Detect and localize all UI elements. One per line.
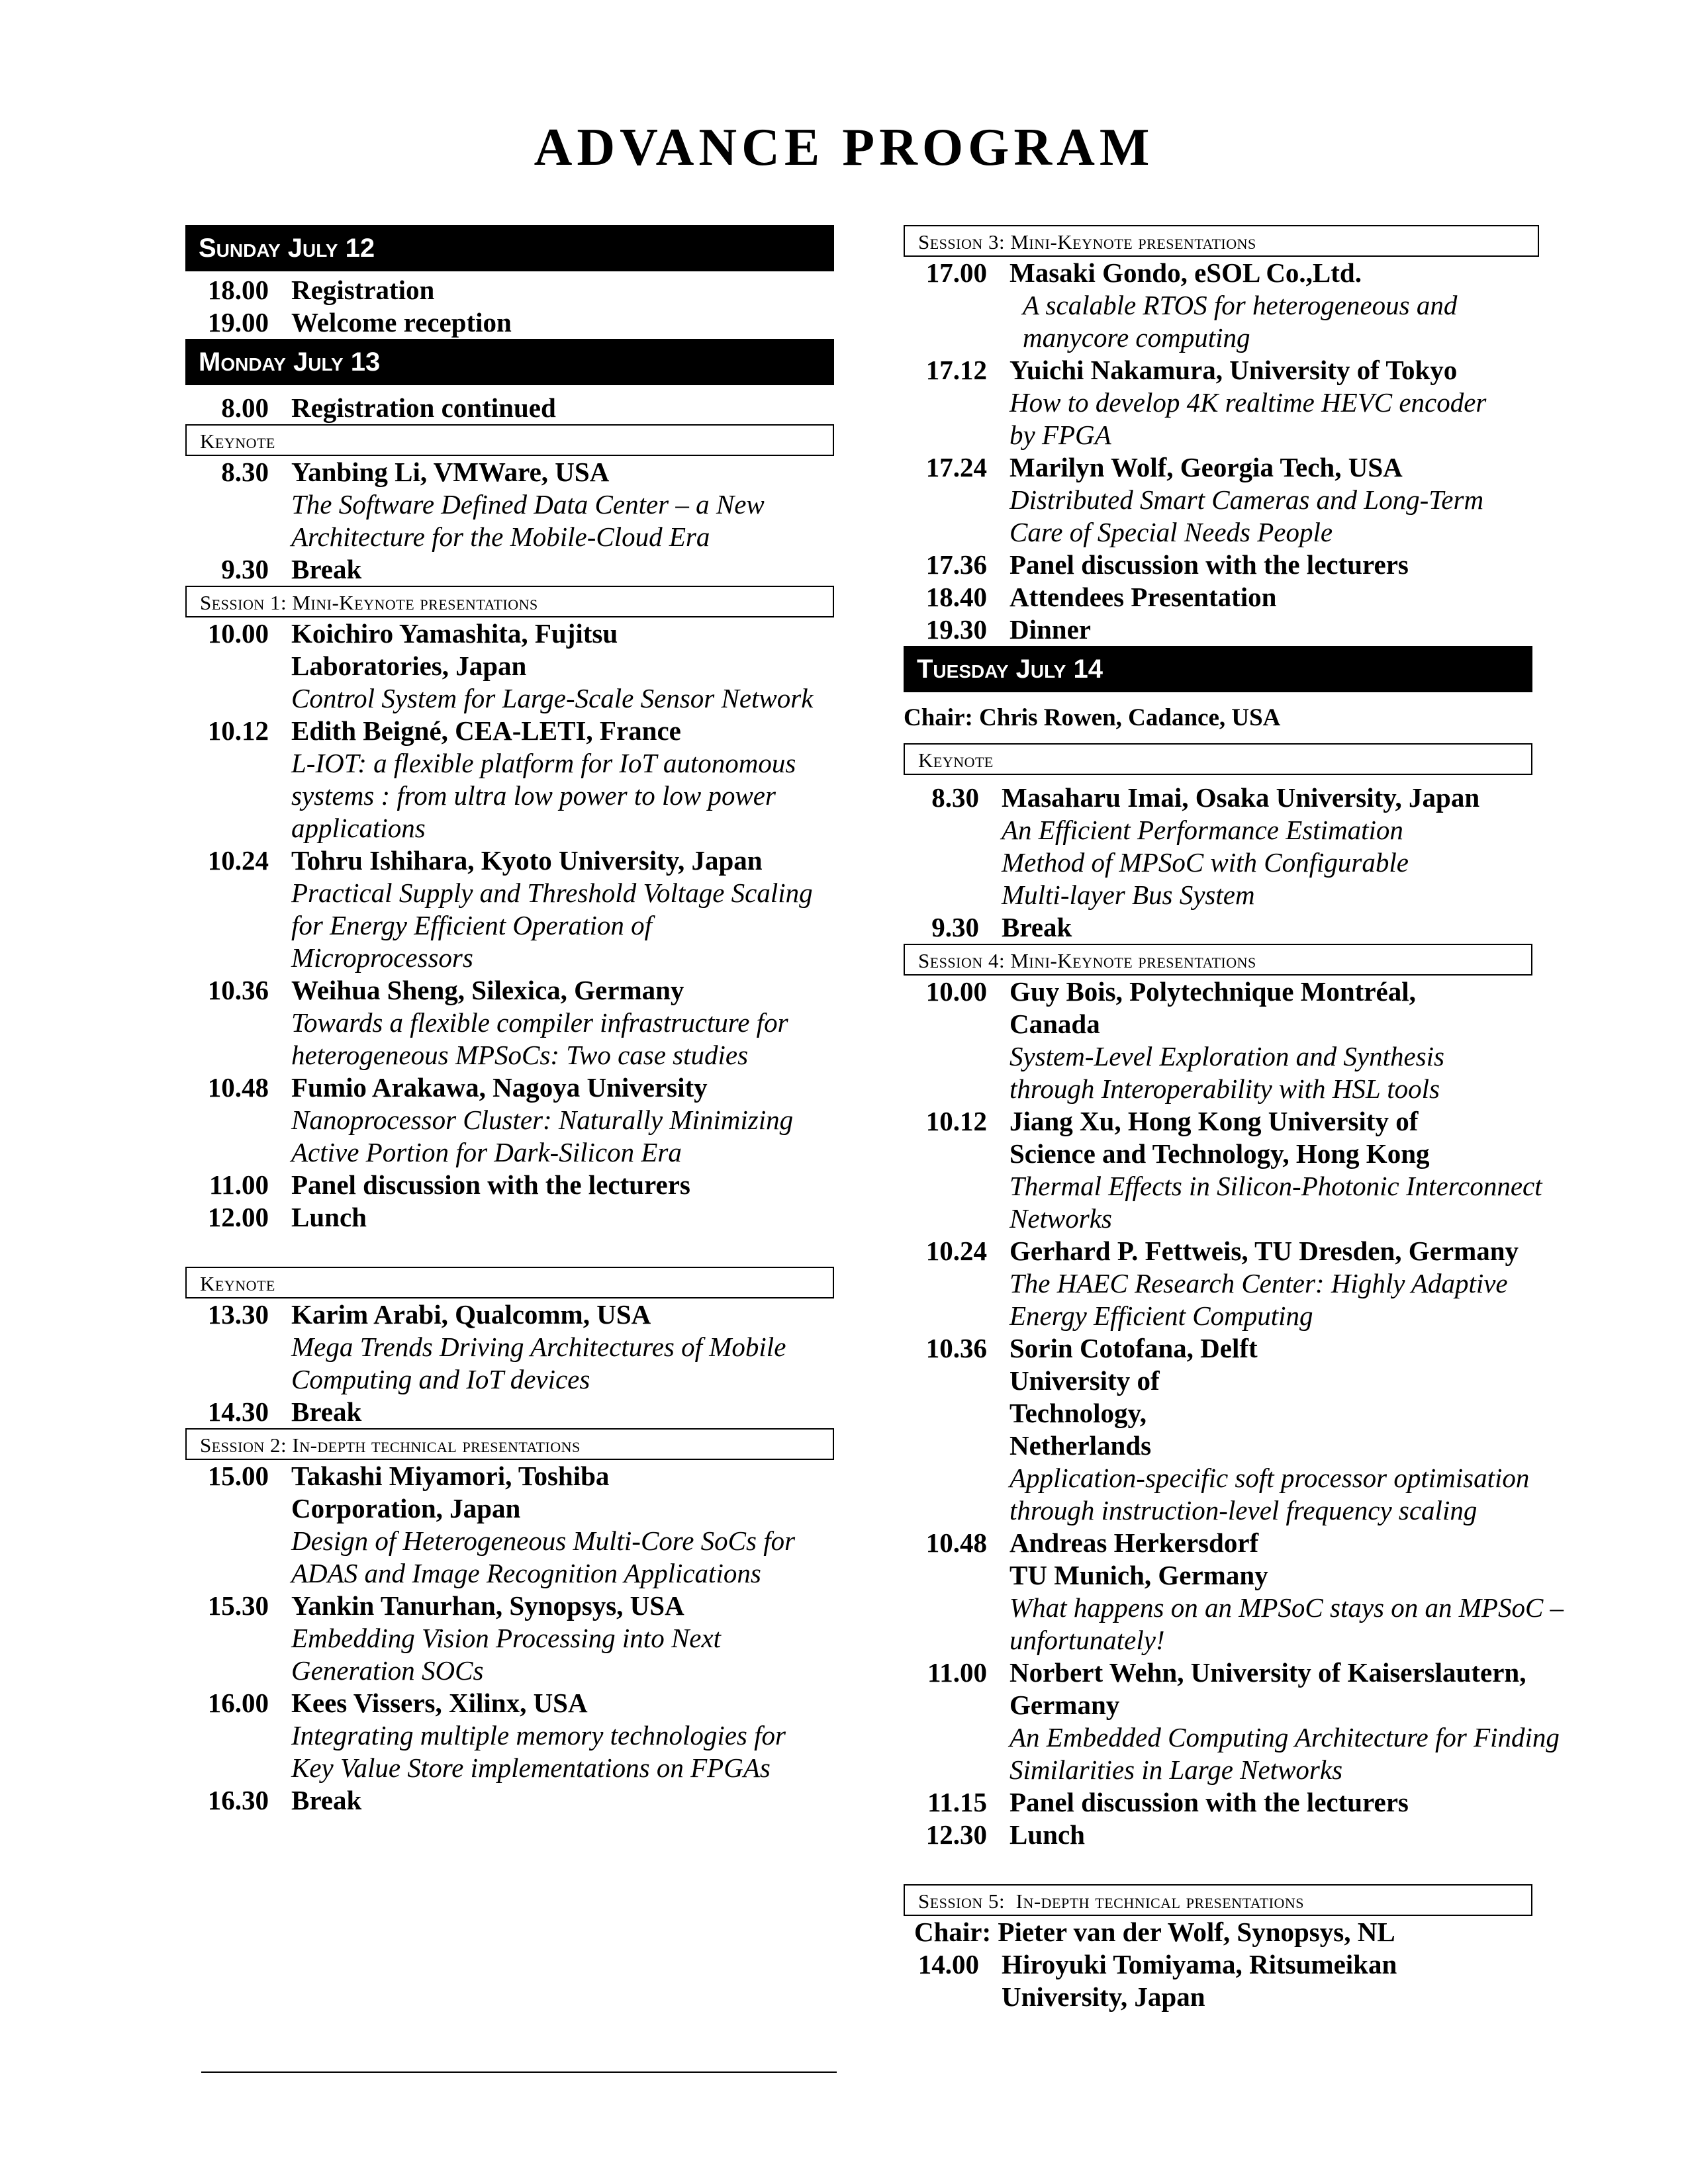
session-header: Session 3: Mini-Keynote presentations <box>904 225 1539 257</box>
speaker: Edith Beigné, CEA-LETI, France <box>291 715 681 746</box>
speaker: Marilyn Wolf, Georgia Tech, USA <box>1009 452 1403 482</box>
time: 16.00 <box>207 1688 269 1718</box>
talk-title: Towards a flexible compiler infrastructure for heterogeneous MPSoCs: Two case studies <box>291 1007 788 1070</box>
schedule-row <box>904 549 1605 581</box>
talk-title: Design of Heterogeneous Multi-Core SoCs for ADAS and Image Recognition Applications <box>291 1525 796 1588</box>
time: 10.12 <box>925 1106 987 1136</box>
time: 8.30 <box>931 782 979 813</box>
talk-entry <box>904 1105 1605 1235</box>
talk-title: A scalable RTOS for heterogeneous and manycore computing <box>1023 290 1458 353</box>
talk-entry <box>185 1687 834 1784</box>
talk-title: The HAEC Research Center: Highly Adaptive Energy Efficient Computing <box>1009 1268 1508 1331</box>
talk-title: System-Level Exploration and Synthesis through Interoperability with HSL tools <box>1009 1041 1445 1104</box>
speaker: Jiang Xu, Hong Kong University of Science and Technology, Hong Kong <box>1009 1106 1430 1169</box>
schedule-row <box>185 553 834 586</box>
speaker: Gerhard P. Fettweis, TU Dresden, Germany <box>1009 1236 1519 1266</box>
right-column <box>904 225 1605 2013</box>
talk-entry <box>185 617 834 715</box>
item-text: Registration <box>291 275 435 305</box>
schedule-row <box>185 1396 834 1428</box>
talk-title: How to develop 4K realtime HEVC encoder by FPGA <box>1009 387 1487 450</box>
item-text: Panel discussion with the lecturers <box>1009 1787 1409 1817</box>
item-text: Welcome reception <box>291 307 512 338</box>
time: 10.24 <box>207 845 269 876</box>
schedule-row <box>185 274 834 306</box>
speaker: Guy Bois, Polytechnique Montréal, Canada <box>1009 976 1416 1039</box>
time: 17.24 <box>925 452 987 482</box>
time: 12.00 <box>207 1202 269 1232</box>
speaker: Fumio Arakawa, Nagoya University <box>291 1072 708 1103</box>
talk-entry <box>185 1298 834 1396</box>
time: 17.00 <box>925 257 987 288</box>
time: 11.00 <box>209 1169 269 1200</box>
item-text: Dinner <box>1009 614 1091 645</box>
speaker: Yankin Tanurhan, Synopsys, USA <box>291 1590 684 1621</box>
talk-entry <box>185 456 834 553</box>
speaker: Yuichi Nakamura, University of Tokyo <box>1009 355 1458 385</box>
talk-entry <box>904 1235 1605 1332</box>
talk-title: The Software Defined Data Center – a New Architecture for the Mobile-Cloud Era <box>291 489 765 552</box>
schedule-row <box>904 581 1605 614</box>
talk-entry <box>904 354 1605 451</box>
speaker: Andreas Herkersdorf TU Munich, Germany <box>1009 1527 1268 1590</box>
item-text: Break <box>291 1785 362 1815</box>
item-text: Break <box>1002 912 1072 942</box>
time: 10.36 <box>925 1333 987 1363</box>
talk-entry <box>904 1948 1605 2013</box>
session-header: Session 2: In-depth technical presentations <box>185 1428 834 1460</box>
talk-entry <box>904 1657 1605 1786</box>
item-text: Lunch <box>291 1202 367 1232</box>
talk-title: An Embedded Computing Architecture for Finding Similarities in Large Networks <box>1009 1722 1560 1785</box>
time: 13.30 <box>207 1299 269 1330</box>
time: 8.30 <box>221 457 269 487</box>
item-text: Panel discussion with the lecturers <box>1009 549 1409 580</box>
time: 9.30 <box>221 554 269 584</box>
session-header: Session 5: In-depth technical presentations <box>904 1884 1532 1916</box>
speaker: Weihua Sheng, Silexica, Germany <box>291 975 684 1005</box>
speaker: Koichiro Yamashita, Fujitsu Laboratories, Japan <box>291 618 618 681</box>
time: 10.00 <box>207 618 269 649</box>
schedule-row <box>185 306 834 339</box>
talk-entry <box>904 257 1605 354</box>
schedule-row <box>904 614 1605 646</box>
time: 10.48 <box>925 1527 987 1558</box>
speaker: Norbert Wehn, University of Kaiserslautern, Germany <box>1009 1657 1526 1720</box>
speaker: Hiroyuki Tomiyama, Ritsumeikan University, Japan <box>1002 1949 1397 2012</box>
time: 10.24 <box>925 1236 987 1266</box>
talk-entry <box>185 1460 834 1590</box>
item-text: Lunch <box>1009 1819 1085 1850</box>
talk-entry <box>904 782 1605 911</box>
speaker: Karim Arabi, Qualcomm, USA <box>291 1299 651 1330</box>
speaker: Masaki Gondo, eSOL Co.,Ltd. <box>1009 257 1362 288</box>
talk-title: Control System for Large-Scale Sensor Network <box>291 683 814 713</box>
time: 11.00 <box>927 1657 987 1688</box>
talk-title: What happens on an MPSoC stays on an MPSoC – unfortunately! <box>1009 1592 1564 1655</box>
speaker: Masaharu Imai, Osaka University, Japan <box>1002 782 1480 813</box>
schedule-row <box>185 1169 834 1201</box>
footer-rule <box>201 2071 837 2073</box>
talk-entry <box>185 974 834 1071</box>
talk-title: Distributed Smart Cameras and Long-Term Care of Special Needs People <box>1009 484 1484 547</box>
talk-title: Thermal Effects in Silicon-Photonic Interconnect Networks <box>1009 1171 1542 1234</box>
time: 9.30 <box>931 912 979 942</box>
time: 10.12 <box>207 715 269 746</box>
schedule-row <box>904 1819 1605 1851</box>
talk-title: An Efficient Performance Estimation Method of MPSoC with Configurable Multi-layer Bus System <box>1002 815 1409 910</box>
item-text: Panel discussion with the lecturers <box>291 1169 690 1200</box>
time: 11.15 <box>927 1787 987 1817</box>
day-heading-tuesday: Tuesday July 14 <box>904 646 1532 692</box>
time: 16.30 <box>207 1785 269 1815</box>
time: 12.30 <box>925 1819 987 1850</box>
keynote-header: Keynote <box>185 424 834 456</box>
item-text: Break <box>291 554 362 584</box>
session-header: Session 4: Mini-Keynote presentations <box>904 944 1532 976</box>
session-header: Session 1: Mini-Keynote presentations <box>185 586 834 617</box>
talk-entry <box>185 1071 834 1169</box>
speaker: Yanbing Li, VMWare, USA <box>291 457 610 487</box>
talk-entry <box>904 1527 1605 1657</box>
talk-title: Nanoprocessor Cluster: Naturally Minimizing Active Portion for Dark-Silicon Era <box>291 1105 794 1167</box>
talk-title: L-IOT: a flexible platform for IoT autonomous systems : from ultra low power to low power applications <box>291 748 796 843</box>
talk-title: Practical Supply and Threshold Voltage Scaling for Energy Efficient Operation of Microprocessors <box>291 878 813 973</box>
keynote-header: Keynote <box>904 743 1532 775</box>
time: 8.00 <box>221 392 269 423</box>
time: 19.00 <box>207 307 269 338</box>
schedule-row <box>185 1784 834 1817</box>
time: 15.30 <box>207 1590 269 1621</box>
schedule-row <box>185 1201 834 1234</box>
time: 10.00 <box>925 976 987 1007</box>
talk-title: Application-specific soft processor optimisation through instruction-level frequency scaling <box>1009 1463 1530 1525</box>
left-column <box>185 225 834 1817</box>
item-text: Registration continued <box>291 392 556 423</box>
time: 14.30 <box>207 1396 269 1427</box>
time: 15.00 <box>207 1461 269 1491</box>
keynote-header: Keynote <box>185 1267 834 1298</box>
time: 17.12 <box>925 355 987 385</box>
talk-title: Integrating multiple memory technologies for Key Value Store implementations on FPGAs <box>291 1720 786 1783</box>
time: 19.30 <box>925 614 987 645</box>
speaker: Tohru Ishihara, Kyoto University, Japan <box>291 845 763 876</box>
time: 18.00 <box>207 275 269 305</box>
talk-entry <box>185 1590 834 1687</box>
time: 17.36 <box>925 549 987 580</box>
speaker: Sorin Cotofana, Delft University of Technology, Netherlands <box>1009 1333 1258 1461</box>
talk-entry <box>185 844 834 974</box>
page-title: ADVANCE PROGRAM <box>534 118 1154 177</box>
chair-line: Chair: Chris Rowen, Cadance, USA <box>904 704 1281 731</box>
item-text: Break <box>291 1396 362 1427</box>
speaker: Takashi Miyamori, Toshiba Corporation, Japan <box>291 1461 610 1524</box>
time: 10.36 <box>207 975 269 1005</box>
schedule-row <box>904 911 1605 944</box>
talk-entry <box>904 1332 1605 1527</box>
item-text: Attendees Presentation <box>1009 582 1277 612</box>
schedule-row <box>185 392 834 424</box>
talk-entry <box>904 976 1605 1105</box>
talk-title: Embedding Vision Processing into Next Generation SOCs <box>291 1623 722 1686</box>
speaker: Kees Vissers, Xilinx, USA <box>291 1688 588 1718</box>
talk-entry <box>185 715 834 844</box>
chair-line: Chair: Pieter van der Wolf, Synopsys, NL <box>914 1917 1395 1947</box>
talk-entry <box>904 451 1605 549</box>
schedule-row <box>904 1786 1605 1819</box>
time: 14.00 <box>917 1949 979 1979</box>
time: 18.40 <box>925 582 987 612</box>
time: 10.48 <box>207 1072 269 1103</box>
day-heading-sunday: Sunday July 12 <box>185 225 834 271</box>
day-heading-monday: Monday July 13 <box>185 339 834 385</box>
talk-title: Mega Trends Driving Architectures of Mobile Computing and IoT devices <box>291 1332 786 1394</box>
